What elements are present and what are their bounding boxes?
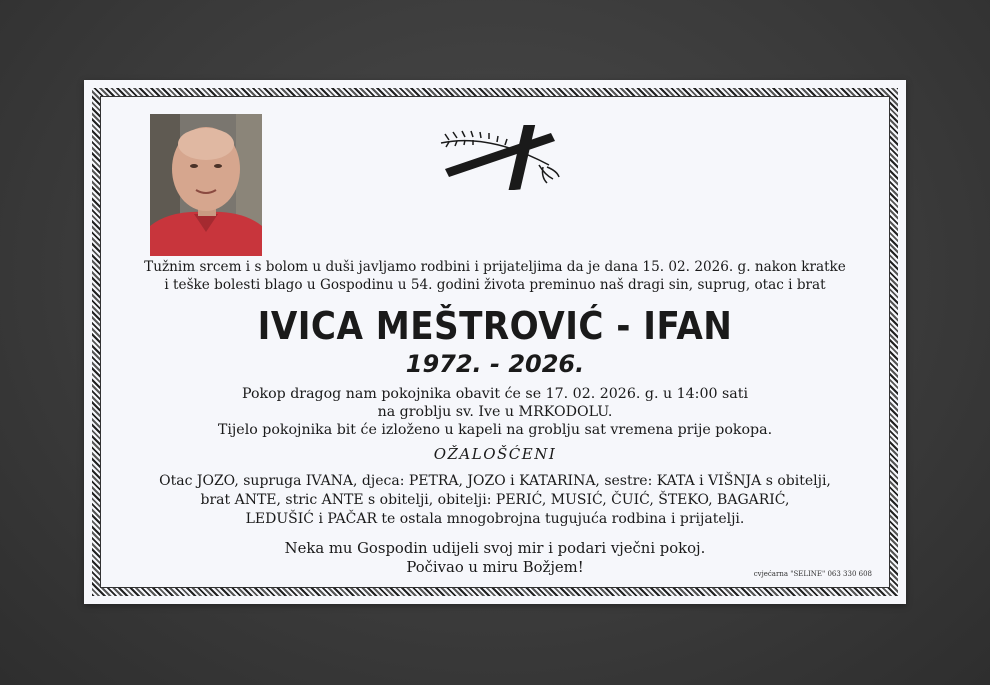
mourners-line-1: Otac JOZO, supruga IVANA, djeca: PETRA, JOZO i KATARINA, sestre: KATA i VIŠNJA s obitelji,: [159, 473, 831, 489]
mourners-line-2: brat ANTE, stric ANTE s obitelji, obitelji: PERIĆ, MUSIĆ, ČUIĆ, ŠTEKO, BAGARIĆ,: [200, 492, 790, 508]
funeral-line-2: na groblju sv. Ive u MRKODOLU.: [377, 404, 613, 420]
intro-text: [144, 258, 846, 294]
mourners-list: [144, 472, 846, 529]
cross-with-palm-icon: [439, 125, 569, 190]
funeral-line-3: Tijelo pokojnika bit će izloženo u kapeli na groblju sat vremena prije pokopa.: [217, 422, 773, 438]
intro-line-2: i teške bolesti blago u Gospodinu u 54. godini života preminuo naš dragi sin, suprug, otac i brat: [164, 277, 826, 293]
closing-line-2: Počivao u miru Božjem!: [406, 559, 584, 576]
life-years: 1972. - 2026.: [405, 350, 585, 378]
portrait-photo: [150, 114, 262, 256]
funeral-details: [84, 385, 906, 439]
intro-line-1: Tužnim srcem i s bolom u duši javljamo rodbini i prijateljima da je dana 15. 02. 2026. g. nakon kratke: [144, 259, 846, 275]
printer-credit: cvjećarna "SELINE" 063 330 608: [753, 570, 872, 578]
deceased-name: IVICA MEŠTROVIĆ - IFAN: [257, 304, 733, 348]
mourners-heading: OŽALOŠĆENI: [433, 445, 557, 463]
closing-line-1: Neka mu Gospodin udijeli svoj mir i podari vječni pokoj.: [284, 540, 706, 557]
obituary-notice: [84, 80, 906, 604]
mourners-line-3: LEDUŠIĆ i PAČAR te ostala mnogobrojna tugujuća rodbina i prijatelji.: [245, 511, 745, 527]
funeral-line-1: Pokop dragog nam pokojnika obavit će se 17. 02. 2026. g. u 14:00 sati: [241, 386, 749, 402]
